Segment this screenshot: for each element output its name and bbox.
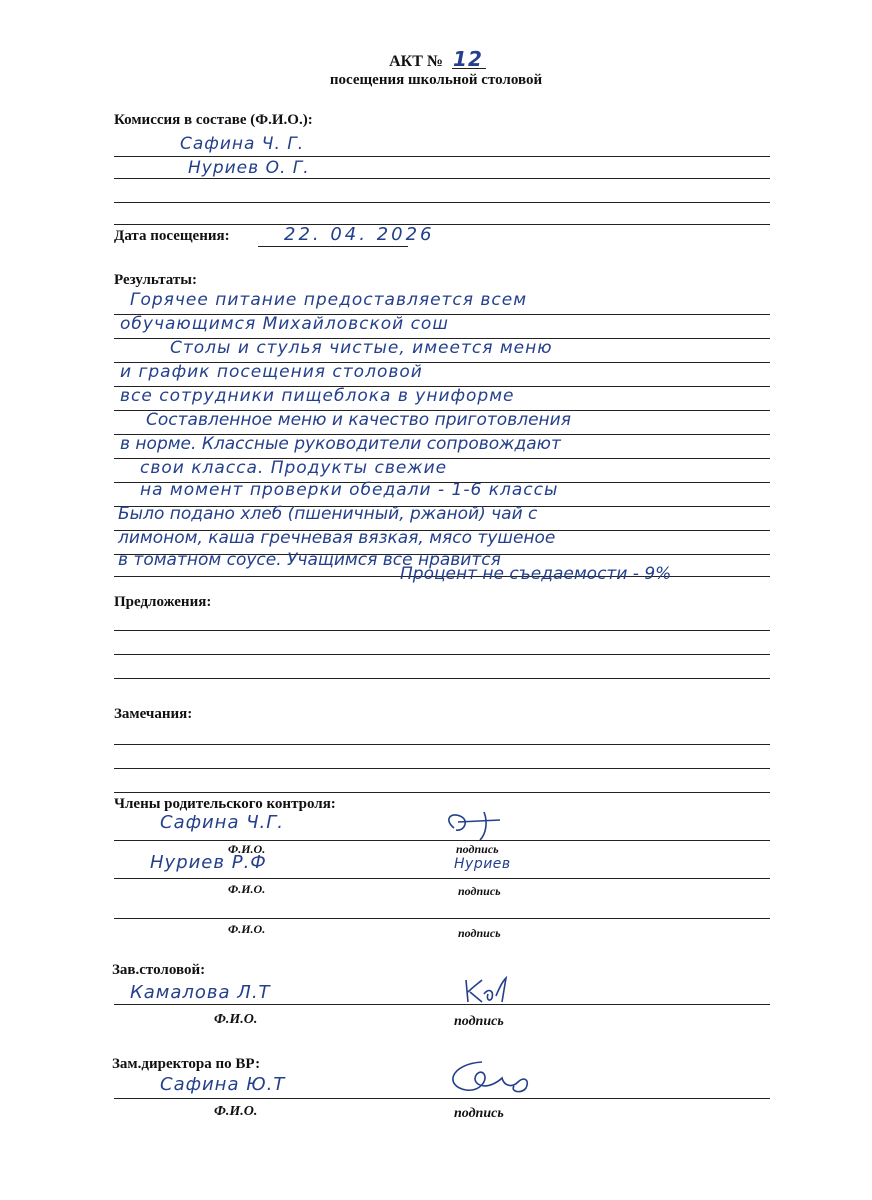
- commission-label: Комиссия в составе (Ф.И.О.):: [114, 112, 313, 128]
- canteen-label: Зав.столовой:: [112, 962, 206, 978]
- parent-2-name: Нуриев Р.Ф: [150, 852, 267, 873]
- visit-date-label: Дата посещения:: [114, 228, 230, 244]
- proposals-rule-3: [114, 678, 770, 679]
- results-line-8: свои класса. Продукты свежие: [140, 458, 448, 478]
- canteen-name: Камалова Л.Т: [130, 982, 271, 1003]
- proposals-rule-2: [114, 654, 770, 655]
- results-line-10: Было подано хлеб (пшеничный, ржаной) чай с: [118, 504, 538, 524]
- act-label: АКТ №: [389, 53, 444, 70]
- deputy-signature-icon: [440, 1056, 540, 1100]
- parents-label: Члены родительского контроля:: [114, 796, 336, 812]
- results-line-2: обучающимся Михайловской сош: [120, 314, 449, 334]
- act-title: [0, 47, 872, 71]
- visit-date-value: 22. 04. 2026: [284, 224, 435, 245]
- remarks-rule-2: [114, 768, 770, 769]
- parent-1-name: Сафина Ч.Г.: [160, 812, 285, 833]
- commission-line-2: [114, 178, 770, 179]
- results-line-6: Составленное меню и качество приготовления: [146, 410, 571, 430]
- parent-3-fio-caption: Ф.И.О.: [228, 922, 266, 936]
- parent-2-rule: [114, 878, 770, 879]
- proposals-rule-1: [114, 630, 770, 631]
- canteen-signature-icon: [460, 976, 520, 1006]
- results-label: Результаты:: [114, 272, 197, 288]
- parent-2-sign-caption: подпись: [458, 884, 501, 898]
- results-line-13: Процент не съедаемости - 9%: [400, 564, 672, 584]
- remarks-label: Замечания:: [114, 706, 193, 722]
- deputy-label: Зам.директора по ВР:: [112, 1056, 261, 1072]
- commission-line-3: [114, 202, 770, 203]
- commission-line-4: [114, 224, 770, 225]
- visit-date-underline: [258, 246, 408, 247]
- parent-1-fio-caption: Ф.И.О.: [228, 842, 266, 856]
- results-line-11: лимоном, каша гречневая вязкая, мясо тушеное: [118, 528, 556, 548]
- results-line-1: Горячее питание предоставляется всем: [130, 290, 528, 310]
- deputy-rule: [114, 1098, 770, 1099]
- canteen-sign-caption: подпись: [454, 1014, 504, 1029]
- results-line-9: на момент проверки обедали - 1-6 классы: [140, 480, 559, 500]
- results-line-3: Столы и стулья чистые, имеется меню: [170, 338, 553, 358]
- act-subtitle: посещения школьной столовой: [329, 72, 543, 88]
- deputy-fio-caption: Ф.И.О.: [214, 1104, 258, 1119]
- results-line-4: и график посещения столовой: [120, 362, 423, 382]
- commission-line-1: [114, 156, 770, 157]
- deputy-name: Сафина Ю.Т: [160, 1074, 286, 1095]
- parent-3-rule: [114, 918, 770, 919]
- remarks-rule-3: [114, 792, 770, 793]
- commission-member-1: Сафина Ч. Г.: [180, 134, 305, 154]
- parent-1-rule: [114, 840, 770, 841]
- parent-2-signature: Нуриев: [454, 856, 511, 872]
- act-number-underline: [452, 68, 486, 69]
- canteen-rule: [114, 1004, 770, 1005]
- commission-member-2: Нуриев О. Г.: [188, 158, 310, 178]
- canteen-fio-caption: Ф.И.О.: [214, 1012, 258, 1027]
- results-line-7: в норме. Классные руководители сопровождают: [120, 434, 561, 454]
- results-line-12: в томатном соусе. Учащимся все нравится: [118, 550, 501, 570]
- parent-3-sign-caption: подпись: [458, 926, 501, 940]
- remarks-rule-1: [114, 744, 770, 745]
- proposals-label: Предложения:: [114, 594, 212, 610]
- results-line-5: все сотрудники пищеблока в униформе: [120, 386, 515, 406]
- parent-1-signature-icon: [440, 808, 520, 842]
- parent-1-sign-caption: подпись: [456, 842, 499, 856]
- act-number: 12: [453, 47, 483, 71]
- parent-2-fio-caption: Ф.И.О.: [228, 882, 266, 896]
- deputy-sign-caption: подпись: [454, 1106, 504, 1121]
